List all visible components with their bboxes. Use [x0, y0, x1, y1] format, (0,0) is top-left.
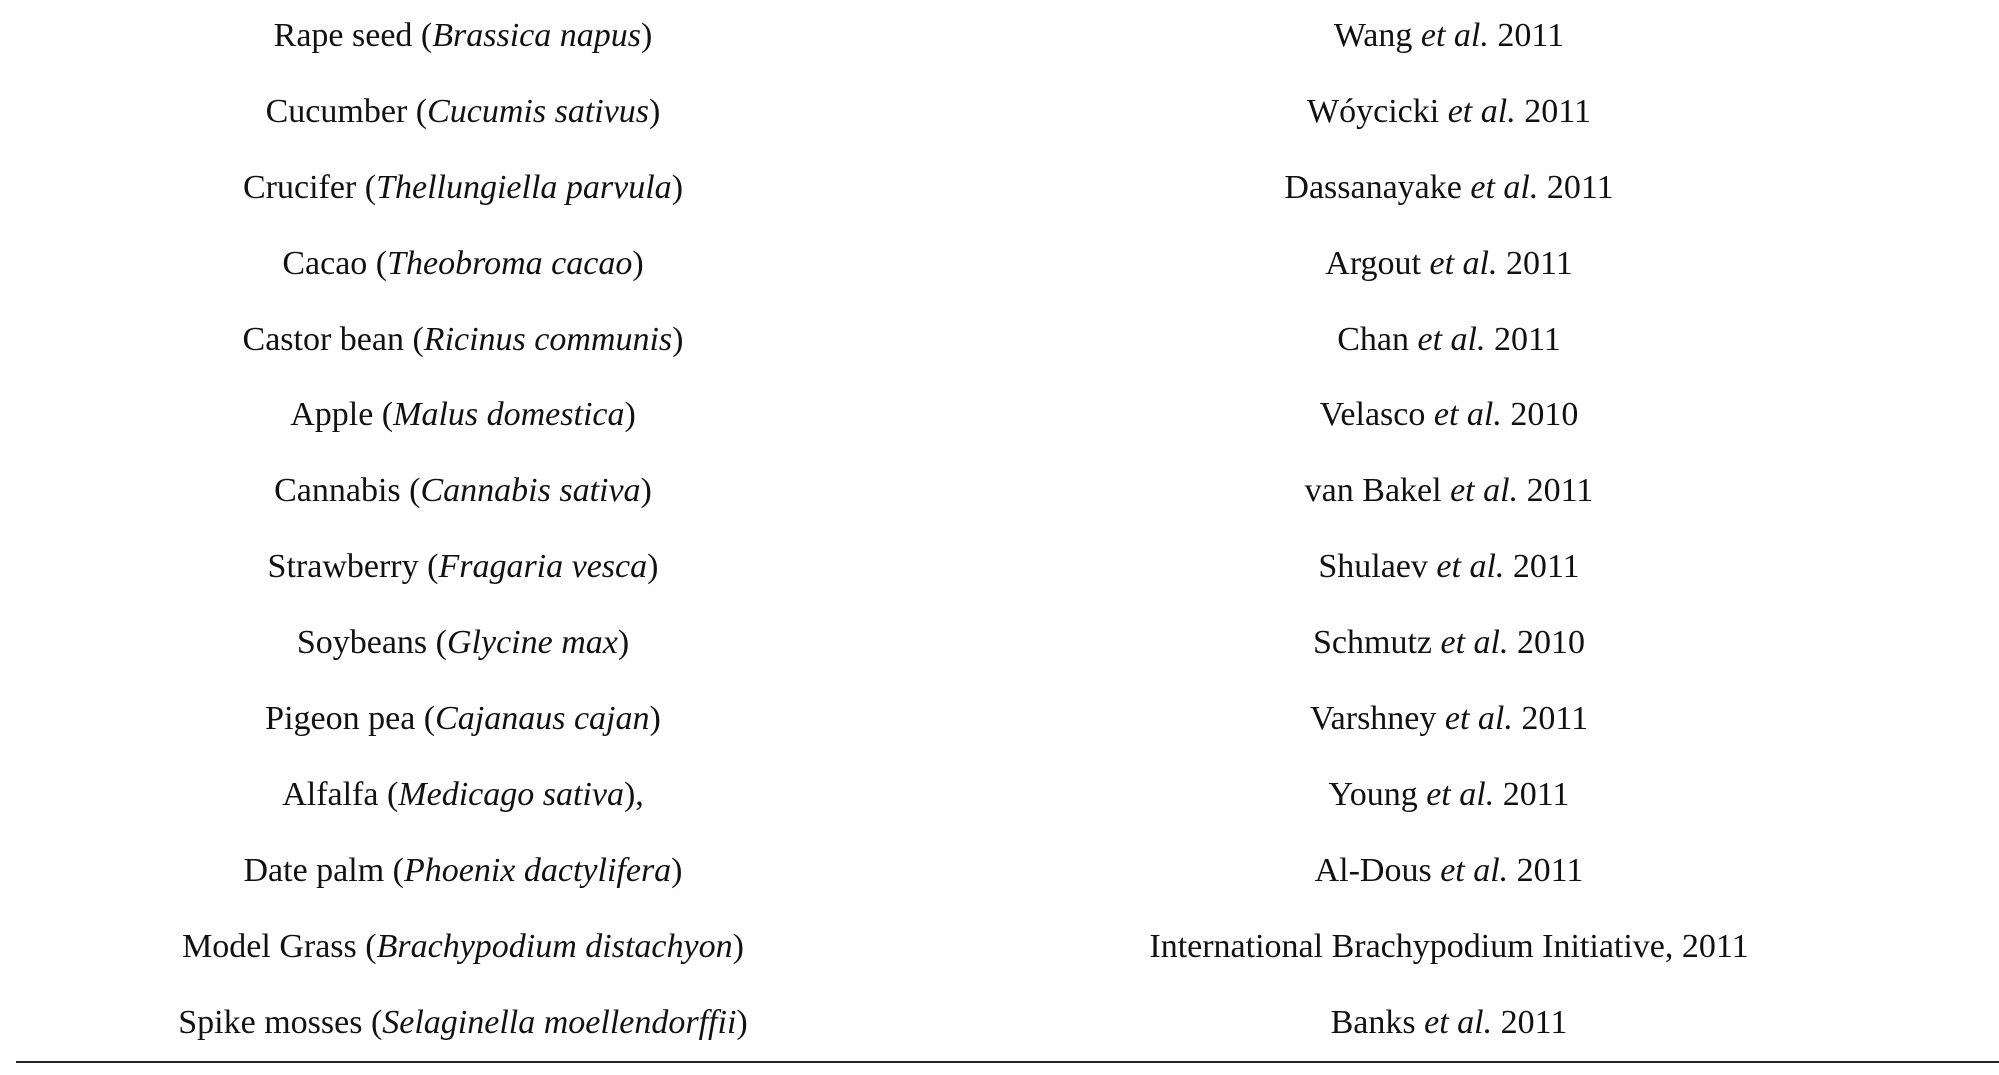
scientific-name: Cucumis sativus: [427, 92, 650, 130]
reference-cell: [1149, 925, 1748, 969]
species-cell: [282, 242, 643, 286]
reference-year: 2011: [1492, 1003, 1568, 1041]
common-name: Model Grass (: [182, 927, 377, 965]
reference-author: International Brachypodium Initiative, 2011: [1149, 927, 1749, 965]
reference-etal: et al.: [1424, 1003, 1493, 1041]
reference-year: 2010: [1501, 396, 1579, 434]
scientific-name: Medicago sativa: [398, 775, 624, 813]
table-row: [0, 607, 1999, 683]
reference-year: 2011: [1508, 851, 1584, 889]
species-cell: [274, 469, 652, 513]
reference-cell: [1315, 849, 1584, 893]
species-cell: [290, 393, 636, 437]
table-row: [0, 379, 1999, 455]
reference-etal: et al.: [1450, 472, 1519, 510]
common-name: Apple (: [290, 396, 394, 434]
table-row: [0, 228, 1999, 304]
reference-year: 2011: [1485, 320, 1561, 358]
reference-author: Shulaev: [1318, 548, 1437, 586]
reference-author: Wang: [1333, 17, 1421, 54]
scientific-name: Theobroma cacao: [387, 244, 633, 282]
table-row: [0, 455, 1999, 531]
reference-cell: [1307, 90, 1591, 134]
species-cell: [266, 90, 661, 134]
common-name: Soybeans (: [296, 624, 447, 662]
table-row: [0, 759, 1999, 835]
common-name: Date palm (: [243, 851, 404, 889]
common-name: Cucumber (: [265, 92, 428, 130]
common-name: Cannabis (: [274, 472, 421, 510]
table-row: [0, 304, 1999, 380]
scientific-name: Brachypodium distachyon: [376, 927, 733, 965]
reference-cell: [1305, 469, 1594, 513]
reference-author: Dassanayake: [1284, 168, 1471, 206]
reference-author: Argout: [1325, 244, 1430, 282]
table-row: [0, 683, 1999, 759]
reference-year: 2011: [1494, 775, 1570, 813]
reference-year: 2011: [1512, 700, 1589, 738]
reference-etal: et al.: [1440, 851, 1509, 889]
paren-close: ): [671, 168, 684, 206]
scientific-name: Selaginella moellendorffii: [382, 1003, 737, 1041]
paren-close: ): [640, 472, 652, 510]
reference-author: Velasco: [1319, 396, 1434, 434]
paren-close: ): [641, 17, 653, 54]
reference-author: van Bakel: [1304, 472, 1451, 510]
species-cell: [265, 697, 661, 741]
species-cell: [178, 1001, 747, 1045]
common-name: Alfalfa (: [282, 775, 399, 813]
paren-close: ): [672, 320, 684, 358]
common-name: Crucifer (: [242, 168, 377, 206]
scientific-name: Brassica napus: [432, 17, 642, 54]
scientific-name: Ricinus communis: [423, 320, 673, 358]
reference-year: 2011: [1518, 472, 1594, 510]
paren-close: ): [617, 624, 630, 662]
common-name: Rape seed (: [273, 17, 433, 54]
reference-cell: [1337, 318, 1561, 362]
reference-author: Schmutz: [1313, 624, 1441, 662]
reference-etal: et al.: [1444, 700, 1513, 738]
species-cell: [243, 318, 684, 362]
reference-author: Varshney: [1309, 700, 1445, 738]
reference-year: 2011: [1538, 168, 1614, 206]
reference-etal: et al.: [1426, 775, 1495, 813]
reference-etal: et al.: [1417, 320, 1486, 358]
scientific-name: Cannabis sativa: [420, 472, 641, 510]
reference-etal: et al.: [1440, 624, 1509, 662]
species-cell: [282, 773, 644, 817]
reference-cell: [1310, 697, 1588, 741]
common-name: Pigeon pea (: [265, 700, 436, 738]
reference-cell: [1331, 1001, 1568, 1045]
scientific-name: Cajanaus cajan: [435, 700, 650, 738]
paren-close: ): [632, 244, 644, 282]
paren-close: ): [732, 927, 744, 965]
table-row: [0, 76, 1999, 152]
paren-close: ): [736, 1003, 748, 1041]
common-name: Castor bean (: [242, 320, 424, 358]
table-row: [0, 152, 1999, 228]
reference-author: Chan: [1337, 320, 1418, 358]
paren-close: ): [671, 851, 683, 889]
reference-year: 2011: [1504, 548, 1580, 586]
reference-etal: et al.: [1429, 244, 1498, 282]
table-row: [0, 987, 1999, 1063]
table-row: [0, 0, 1999, 76]
species-cell: [297, 621, 629, 665]
species-cell: [243, 849, 682, 893]
scientific-name: Thellungiella parvula: [376, 168, 672, 206]
paren-close: ): [649, 700, 661, 738]
reference-year: 2011: [1488, 17, 1565, 54]
paren-close: ): [649, 92, 661, 130]
common-name: Spike mosses (: [178, 1003, 383, 1041]
table-row: [0, 531, 1999, 607]
reference-etal: et al.: [1436, 548, 1505, 586]
reference-etal: et al.: [1420, 17, 1489, 54]
species-cell: [182, 925, 744, 969]
species-cell: [243, 166, 683, 210]
reference-cell: [1318, 545, 1579, 589]
species-cell: [274, 14, 653, 58]
table-row: [0, 911, 1999, 987]
reference-author: Wóycicki: [1307, 92, 1448, 130]
reference-author: Young: [1328, 775, 1427, 813]
reference-author: Banks: [1330, 1003, 1425, 1041]
reference-year: 2011: [1515, 92, 1591, 130]
reference-year: 2011: [1497, 244, 1573, 282]
paren-close: ),: [623, 775, 644, 813]
reference-cell: [1320, 393, 1579, 437]
reference-etal: et al.: [1470, 168, 1539, 206]
scientific-name: Phoenix dactylifera: [403, 851, 672, 889]
paren-close: ): [647, 548, 659, 586]
reference-etal: et al.: [1433, 396, 1502, 434]
species-cell: [268, 545, 659, 589]
scientific-name: Fragaria vesca: [438, 548, 648, 586]
paren-close: ): [624, 396, 636, 434]
common-name: Cacao (: [282, 244, 388, 282]
reference-author: Al-Dous: [1314, 851, 1441, 889]
reference-cell: [1313, 621, 1585, 665]
table-row: [0, 835, 1999, 911]
reference-cell: [1325, 242, 1572, 286]
reference-year: 2010: [1508, 624, 1585, 662]
reference-cell: [1284, 166, 1613, 210]
common-name: Strawberry (: [267, 548, 439, 586]
reference-cell: [1334, 14, 1564, 58]
table-bottom-rule: [16, 1061, 1999, 1063]
reference-cell: [1329, 773, 1570, 817]
reference-etal: et al.: [1447, 92, 1516, 130]
scientific-name: Malus domestica: [393, 396, 625, 434]
scientific-name: Glycine max: [446, 624, 618, 662]
